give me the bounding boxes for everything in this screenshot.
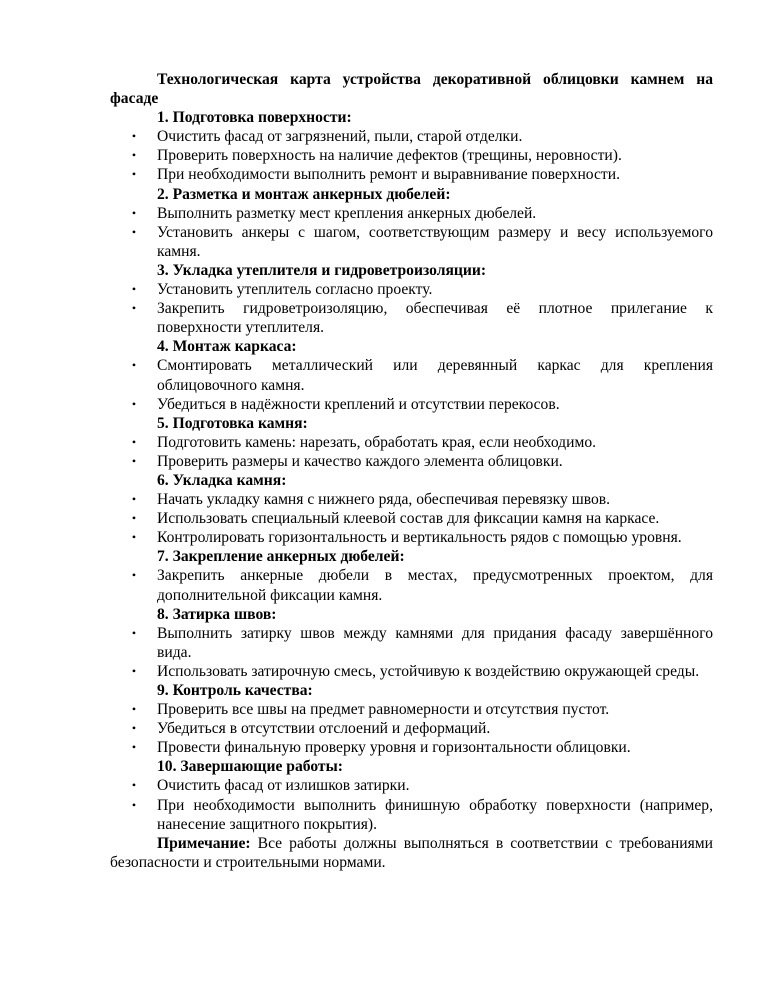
bullet-icon: • bbox=[131, 740, 137, 755]
list-item bbox=[110, 624, 713, 662]
bullet-icon: • bbox=[131, 129, 137, 144]
bullet-icon: • bbox=[131, 434, 137, 449]
bullet-icon: • bbox=[131, 282, 137, 297]
list-item bbox=[110, 299, 713, 337]
list-item bbox=[110, 776, 713, 795]
list-item bbox=[110, 452, 713, 471]
bullet-icon: • bbox=[131, 205, 137, 220]
list-item-text: Установить анкеры с шагом, соответствующим размеру и весу используемого камня. bbox=[157, 223, 713, 260]
section-heading: 9. Контроль качества: bbox=[157, 682, 313, 699]
bullet-icon: • bbox=[131, 663, 137, 678]
list-item bbox=[110, 719, 713, 738]
list-item-text: Закрепить анкерные дюбели в местах, предусмотренных проектом, для дополнительной фиксации камня. bbox=[157, 567, 713, 604]
section-heading: 2. Разметка и монтаж анкерных дюбелей: bbox=[157, 185, 451, 203]
bullet-icon: • bbox=[131, 453, 137, 468]
section-heading: 10. Завершающие работы: bbox=[157, 758, 343, 776]
bullet-icon: • bbox=[131, 511, 137, 526]
list-item-text: Проверить все швы на предмет равномерности и отсутствия пустот. bbox=[157, 701, 610, 719]
note-paragraph bbox=[110, 834, 713, 872]
list-item-text: Смонтировать металлический или деревянный каркас для крепления облицовочного камня. bbox=[157, 357, 713, 394]
bullet-icon: • bbox=[131, 568, 137, 583]
list-item bbox=[110, 700, 713, 719]
list-item bbox=[110, 127, 713, 146]
section-heading: 1. Подготовка поверхности: bbox=[157, 109, 352, 127]
bullet-icon: • bbox=[131, 702, 137, 717]
section-list bbox=[110, 776, 713, 833]
bullet-icon: • bbox=[131, 530, 137, 545]
list-item-text: Использовать затирочную смесь, устойчивую к воздействию окружающей среды. bbox=[157, 662, 700, 680]
list-item-text: Начать укладку камня с нижнего ряда, обеспечивая перевязку швов. bbox=[157, 491, 611, 509]
list-item-text: Подготовить камень: нарезать, обработать края, если необходимо. bbox=[157, 433, 597, 451]
list-item-text: Выполнить затирку швов между камнями для придания фасаду завершённого вида. bbox=[157, 624, 713, 661]
bullet-icon: • bbox=[131, 358, 137, 373]
list-item bbox=[110, 738, 713, 757]
document-title: Технологическая карта устройства декоративной облицовки камнем на фасаде bbox=[110, 71, 713, 108]
list-item-text: Убедиться в отсутствии отслоений и деформаций. bbox=[157, 720, 491, 738]
list-item bbox=[110, 433, 713, 452]
list-item-text: Проверить размеры и качество каждого элемента облицовки. bbox=[157, 452, 563, 470]
list-item bbox=[110, 662, 713, 681]
section-list bbox=[110, 204, 713, 261]
bullet-icon: • bbox=[131, 148, 137, 163]
list-item-text: Очистить фасад от загрязнений, пыли, старой отделки. bbox=[157, 128, 523, 146]
list-item bbox=[110, 146, 713, 165]
list-item-text: Контролировать горизонтальность и вертикальность рядов с помощью уровня. bbox=[157, 529, 682, 547]
section-list bbox=[110, 490, 713, 547]
list-item bbox=[110, 223, 713, 261]
list-item-text: Убедиться в надёжности креплений и отсутствии перекосов. bbox=[157, 395, 560, 413]
list-item-text: При необходимости выполнить ремонт и выравнивание поверхности. bbox=[157, 166, 620, 184]
list-item bbox=[110, 165, 713, 184]
list-item bbox=[110, 528, 713, 547]
section-list bbox=[110, 433, 713, 471]
note-text: Все работы должны выполняться в соответствии с требованиями безопасности и строительными нормами. bbox=[110, 834, 713, 871]
list-item-text: При необходимости выполнить финишную обработку поверхности (например, нанесение защитного покрытия). bbox=[157, 796, 713, 833]
list-item bbox=[110, 395, 713, 414]
list-item-text: Использовать специальный клеевой состав для фиксации камня на каркасе. bbox=[157, 510, 660, 528]
note-label: Примечание: bbox=[157, 834, 251, 852]
list-item bbox=[110, 566, 713, 604]
list-item bbox=[110, 204, 713, 223]
list-item bbox=[110, 490, 713, 509]
list-item-text: Закрепить гидроветроизоляцию, обеспечивая её плотное прилегание к поверхности утеплителя. bbox=[157, 300, 713, 337]
list-item bbox=[110, 796, 713, 834]
section-list bbox=[110, 700, 713, 757]
list-item-text: Проверить поверхность на наличие дефектов (трещины, неровности). bbox=[157, 147, 622, 165]
section-heading: 3. Укладка утеплителя и гидроветроизоляции: bbox=[157, 261, 487, 279]
section-list bbox=[110, 280, 713, 337]
bullet-icon: • bbox=[131, 721, 137, 736]
bullet-icon: • bbox=[131, 797, 137, 812]
section-heading: 5. Подготовка камня: bbox=[157, 414, 308, 432]
section-list bbox=[110, 356, 713, 413]
list-item bbox=[110, 356, 713, 394]
list-item bbox=[110, 280, 713, 299]
list-item bbox=[110, 509, 713, 528]
bullet-icon: • bbox=[131, 778, 137, 793]
section-heading: 7. Закрепление анкерных дюбелей: bbox=[157, 548, 405, 566]
sections-container bbox=[110, 108, 713, 834]
section-heading: 6. Укладка камня: bbox=[157, 471, 287, 489]
section-list bbox=[110, 127, 713, 184]
document-page bbox=[110, 70, 713, 872]
section-heading: 4. Монтаж каркаса: bbox=[157, 338, 297, 356]
list-item-text: Провести финальную проверку уровня и горизонтальности облицовки. bbox=[157, 739, 631, 757]
bullet-icon: • bbox=[131, 224, 137, 239]
bullet-icon: • bbox=[131, 396, 137, 411]
list-item-text: Очистить фасад от излишков затирки. bbox=[157, 777, 410, 795]
bullet-icon: • bbox=[131, 492, 137, 507]
bullet-icon: • bbox=[131, 167, 137, 182]
list-item-text: Установить утеплитель согласно проекту. bbox=[157, 281, 433, 299]
section-list bbox=[110, 624, 713, 681]
bullet-icon: • bbox=[131, 625, 137, 640]
list-item-text: Выполнить разметку мест крепления анкерных дюбелей. bbox=[157, 204, 537, 222]
section-heading: 8. Затирка швов: bbox=[157, 605, 277, 623]
bullet-icon: • bbox=[131, 301, 137, 316]
section-list bbox=[110, 566, 713, 604]
